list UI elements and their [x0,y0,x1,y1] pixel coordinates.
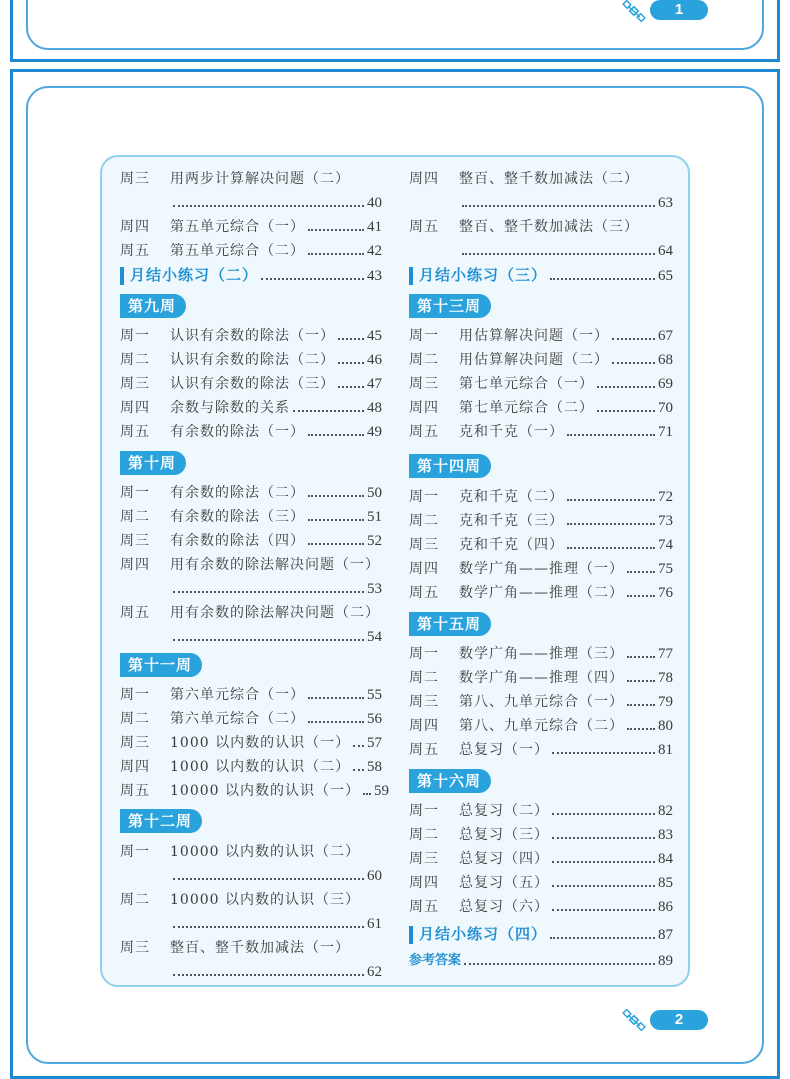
toc-entry[interactable] [409,870,673,892]
dot-leader [173,926,364,928]
toc-entry-continuation [120,624,382,646]
dot-leader [353,769,364,771]
toc-title: 有余数的除法（一） [170,424,305,440]
toc-page-number: 89 [658,953,673,969]
toc-day: 周五 [120,243,150,259]
toc-day: 周一 [409,646,439,662]
accent-bar [409,267,413,285]
dot-leader [627,704,655,706]
toc-page-number: 59 [374,783,389,799]
toc-entry[interactable] [120,371,382,393]
dot-leader [567,499,655,501]
toc-entry[interactable] [120,839,382,861]
toc-day: 周一 [120,328,150,344]
toc-page-number: 53 [367,581,382,597]
week-heading: 第十三周 [409,294,491,318]
toc-title: 整百、整千数加减法（一） [170,940,350,956]
toc-page-number: 83 [658,827,673,843]
toc-day: 周二 [120,352,150,368]
toc-entry-continuation [120,190,382,212]
dot-leader [353,745,364,747]
dot-leader [173,591,364,593]
toc-entry[interactable] [120,682,382,704]
toc-title: 克和千克（三） [459,513,564,529]
toc-entry[interactable] [409,641,673,663]
toc-page-number: 42 [367,243,382,259]
toc-page-number: 82 [658,803,673,819]
toc-entry[interactable] [409,689,673,711]
toc-day: 周四 [409,875,439,891]
dot-leader [552,813,655,815]
toc-page-number: 45 [367,328,382,344]
page-number-badge: 1 [650,0,708,20]
toc-entry[interactable] [409,419,673,441]
toc-title: 认识有余数的除法（三） [170,376,335,392]
toc-title: 整百、整千数加减法（二） [459,171,639,187]
toc-day: 周三 [409,694,439,710]
toc-entry[interactable] [120,754,382,776]
toc-entry[interactable] [120,166,382,188]
toc-day: 周二 [120,711,150,727]
toc-day: 周四 [409,171,439,187]
dot-leader [552,752,655,754]
dot-leader [552,909,655,911]
toc-page-number: 65 [658,268,673,284]
toc-page-number: 60 [367,868,382,884]
toc-title: 有余数的除法（三） [170,509,305,525]
dot-leader [338,338,364,340]
toc-page-number: 79 [658,694,673,710]
toc-day: 周四 [409,718,439,734]
dot-leader [567,547,655,549]
toc-entry[interactable] [409,166,673,188]
toc-entry[interactable] [409,737,673,759]
toc-page-number: 68 [658,352,673,368]
answers-entry[interactable] [409,948,673,970]
dot-leader [552,837,655,839]
toc-page-number: 77 [658,646,673,662]
toc-page-number: 71 [658,424,673,440]
dot-leader [567,434,655,436]
accent-bar [409,926,413,944]
toc-day: 周五 [120,783,150,799]
toc-entry[interactable] [120,480,382,502]
toc-day: 周三 [120,171,150,187]
toc-title: 总复习（四） [459,851,549,867]
toc-title: 第八、九单元综合（二） [459,718,624,734]
toc-day: 周二 [409,827,439,843]
toc-day: 周三 [120,376,150,392]
toc-day: 周一 [409,803,439,819]
toc-title: 总复习（五） [459,875,549,891]
satellite-icon [622,1009,646,1031]
toc-title: 余数与除数的关系 [170,400,290,416]
toc-entry-continuation [120,576,382,598]
toc-entry[interactable] [409,894,673,916]
toc-day: 周四 [120,759,150,775]
toc-page-number: 46 [367,352,382,368]
dot-leader [464,963,655,965]
toc-title: 整百、整千数加减法（三） [459,219,639,235]
toc-page-number: 62 [367,964,382,980]
toc-page-number: 58 [367,759,382,775]
toc-title: 10000 以内数的认识（二） [170,844,360,860]
week-heading: 第九周 [120,294,186,318]
toc-entry[interactable] [120,214,382,236]
monthly-practice-title: 月结小练习（三） [419,266,548,284]
table-of-contents [100,155,690,987]
toc-title: 有余数的除法（四） [170,533,305,549]
toc-page-number: 54 [367,629,382,645]
toc-entry[interactable] [120,323,382,345]
dot-leader [338,386,364,388]
toc-entry[interactable] [120,778,389,800]
toc-day: 周二 [120,892,150,908]
week-heading: 第十六周 [409,769,491,793]
toc-title: 第五单元综合（二） [170,243,305,259]
toc-page-number: 85 [658,875,673,891]
toc-day: 周五 [409,424,439,440]
toc-page-number: 40 [367,195,382,211]
toc-title: 总复习（一） [459,742,549,758]
toc-entry[interactable] [409,665,673,687]
dot-leader [567,523,655,525]
toc-title: 有余数的除法（二） [170,485,305,501]
monthly-practice-entry[interactable] [409,922,673,944]
toc-title: 用估算解决问题（二） [459,352,609,368]
toc-entry-continuation [120,959,382,981]
toc-entry[interactable] [409,580,673,602]
toc-page-number: 87 [658,927,673,943]
toc-page-number: 50 [367,485,382,501]
toc-entry-continuation [120,863,382,885]
toc-day: 周三 [409,537,439,553]
toc-title: 用估算解决问题（一） [459,328,609,344]
toc-page-number: 63 [658,195,673,211]
toc-entry[interactable] [409,347,673,369]
dot-leader [363,793,371,795]
toc-title: 用有余数的除法解决问题（二） [170,605,380,621]
toc-title: 克和千克（四） [459,537,564,553]
toc-entry[interactable] [120,504,382,526]
toc-day: 周五 [120,424,150,440]
week-heading: 第十周 [120,451,186,475]
toc-entry-continuation [409,238,673,260]
toc-day: 周二 [409,352,439,368]
toc-title: 第六单元综合（一） [170,687,305,703]
toc-entry[interactable] [120,528,382,550]
dot-leader [173,639,364,641]
week-heading: 第十四周 [409,454,491,478]
toc-entry[interactable] [120,347,382,369]
toc-page-number: 64 [658,243,673,259]
toc-day: 周五 [120,605,150,621]
monthly-practice-title: 月结小练习（四） [419,925,548,943]
toc-page-number: 51 [367,509,382,525]
toc-page-number: 75 [658,561,673,577]
toc-title: 1000 以内数的认识（一） [170,735,351,751]
toc-day: 周四 [120,557,150,573]
toc-page-number: 69 [658,376,673,392]
dot-leader [308,519,364,521]
toc-page-number: 57 [367,735,382,751]
dot-leader [308,495,364,497]
toc-title: 数学广角——推理（四） [459,670,624,686]
toc-entry-continuation [409,190,673,212]
toc-page-number: 81 [658,742,673,758]
toc-day: 周五 [409,219,439,235]
toc-day: 周三 [409,851,439,867]
toc-day: 周二 [409,513,439,529]
dot-leader [293,410,364,412]
toc-day: 周四 [409,561,439,577]
dot-leader [173,878,364,880]
toc-title: 用两步计算解决问题（二） [170,171,350,187]
toc-entry[interactable] [409,484,673,506]
dot-leader [338,362,364,364]
toc-day: 周五 [409,742,439,758]
dot-leader [308,697,364,699]
toc-page-number: 86 [658,899,673,915]
toc-page-number: 48 [367,400,382,416]
dot-leader [308,229,364,231]
toc-title: 第八、九单元综合（一） [459,694,624,710]
toc-title: 第六单元综合（二） [170,711,305,727]
toc-day: 周一 [120,844,150,860]
toc-entry[interactable] [409,323,673,345]
dot-leader [627,571,655,573]
toc-day: 周三 [120,735,150,751]
toc-day: 周一 [120,687,150,703]
toc-page-number: 84 [658,851,673,867]
dot-leader [627,728,655,730]
toc-day: 周五 [409,899,439,915]
toc-day: 周四 [409,400,439,416]
dot-leader [173,205,364,207]
toc-title: 认识有余数的除法（二） [170,352,335,368]
monthly-practice-title: 月结小练习（二） [130,266,259,284]
toc-entry[interactable] [120,730,382,752]
toc-entry[interactable] [120,552,382,574]
toc-day: 周四 [120,400,150,416]
toc-entry[interactable] [409,214,673,236]
dot-leader [173,974,364,976]
week-heading: 第十二周 [120,809,202,833]
dot-leader [597,386,655,388]
toc-day: 周三 [409,376,439,392]
dot-leader [308,543,364,545]
toc-title: 1000 以内数的认识（二） [170,759,351,775]
toc-page-number: 49 [367,424,382,440]
toc-entry[interactable] [120,395,382,417]
toc-page-number: 47 [367,376,382,392]
dot-leader [308,253,364,255]
toc-page-number: 80 [658,718,673,734]
toc-entry[interactable] [409,371,673,393]
toc-page-number: 78 [658,670,673,686]
dot-leader [308,434,364,436]
toc-title: 数学广角——推理（一） [459,561,624,577]
page-number-badge: 2 [650,1010,708,1030]
dot-leader [597,410,655,412]
toc-entry[interactable] [409,846,673,868]
toc-page-number: 41 [367,219,382,235]
toc-entry[interactable] [409,556,673,578]
toc-page-number: 72 [658,489,673,505]
toc-page-number: 43 [367,268,382,284]
toc-page-number: 74 [658,537,673,553]
toc-entry[interactable] [120,935,382,957]
toc-day: 周二 [409,670,439,686]
dot-leader [550,937,655,939]
toc-title: 第五单元综合（一） [170,219,305,235]
toc-day: 周四 [120,219,150,235]
toc-title: 第七单元综合（二） [459,400,594,416]
answers-title: 参考答案 [409,953,462,968]
dot-leader [627,595,655,597]
toc-entry[interactable] [409,822,673,844]
dot-leader [612,338,655,340]
toc-page-number: 55 [367,687,382,703]
toc-page-number: 76 [658,585,673,601]
monthly-practice-entry[interactable] [120,263,382,285]
week-heading: 第十五周 [409,612,491,636]
toc-title: 数学广角——推理（二） [459,585,624,601]
toc-page-number: 70 [658,400,673,416]
toc-title: 总复习（三） [459,827,549,843]
toc-day: 周三 [120,533,150,549]
dot-leader [627,656,655,658]
toc-day: 周二 [120,509,150,525]
toc-day: 周一 [409,489,439,505]
dot-leader [550,278,655,280]
satellite-icon [622,0,646,22]
dot-leader [612,362,655,364]
toc-entry[interactable] [120,706,382,728]
toc-title: 10000 以内数的认识（一） [170,783,360,799]
toc-entry[interactable] [409,798,673,820]
toc-entry-continuation [120,911,382,933]
toc-entry[interactable] [120,238,382,260]
toc-page-number: 56 [367,711,382,727]
toc-title: 认识有余数的除法（一） [170,328,335,344]
toc-title: 克和千克（二） [459,489,564,505]
toc-page-number: 52 [367,533,382,549]
toc-entry[interactable] [409,395,673,417]
dot-leader [552,861,655,863]
toc-title: 总复习（二） [459,803,549,819]
week-heading: 第十一周 [120,653,202,677]
toc-entry[interactable] [409,508,673,530]
toc-day: 周五 [409,585,439,601]
toc-day: 周一 [120,485,150,501]
dot-leader [552,885,655,887]
toc-day: 周三 [120,940,150,956]
toc-page-number: 67 [658,328,673,344]
toc-title: 第七单元综合（一） [459,376,594,392]
toc-title: 总复习（六） [459,899,549,915]
toc-day: 周一 [409,328,439,344]
toc-title: 10000 以内数的认识（三） [170,892,360,908]
toc-page-number: 61 [367,916,382,932]
monthly-practice-entry[interactable] [409,263,673,285]
toc-title: 数学广角——推理（三） [459,646,624,662]
toc-entry[interactable] [120,887,382,909]
toc-entry[interactable] [120,419,382,441]
toc-title: 克和千克（一） [459,424,564,440]
dot-leader [627,680,655,682]
dot-leader [462,205,655,207]
toc-title: 用有余数的除法解决问题（一） [170,557,380,573]
toc-entry[interactable] [120,600,382,622]
accent-bar [120,267,124,285]
dot-leader [261,278,364,280]
toc-entry[interactable] [409,713,673,735]
dot-leader [462,253,655,255]
toc-entry[interactable] [409,532,673,554]
dot-leader [308,721,364,723]
toc-page-number: 73 [658,513,673,529]
